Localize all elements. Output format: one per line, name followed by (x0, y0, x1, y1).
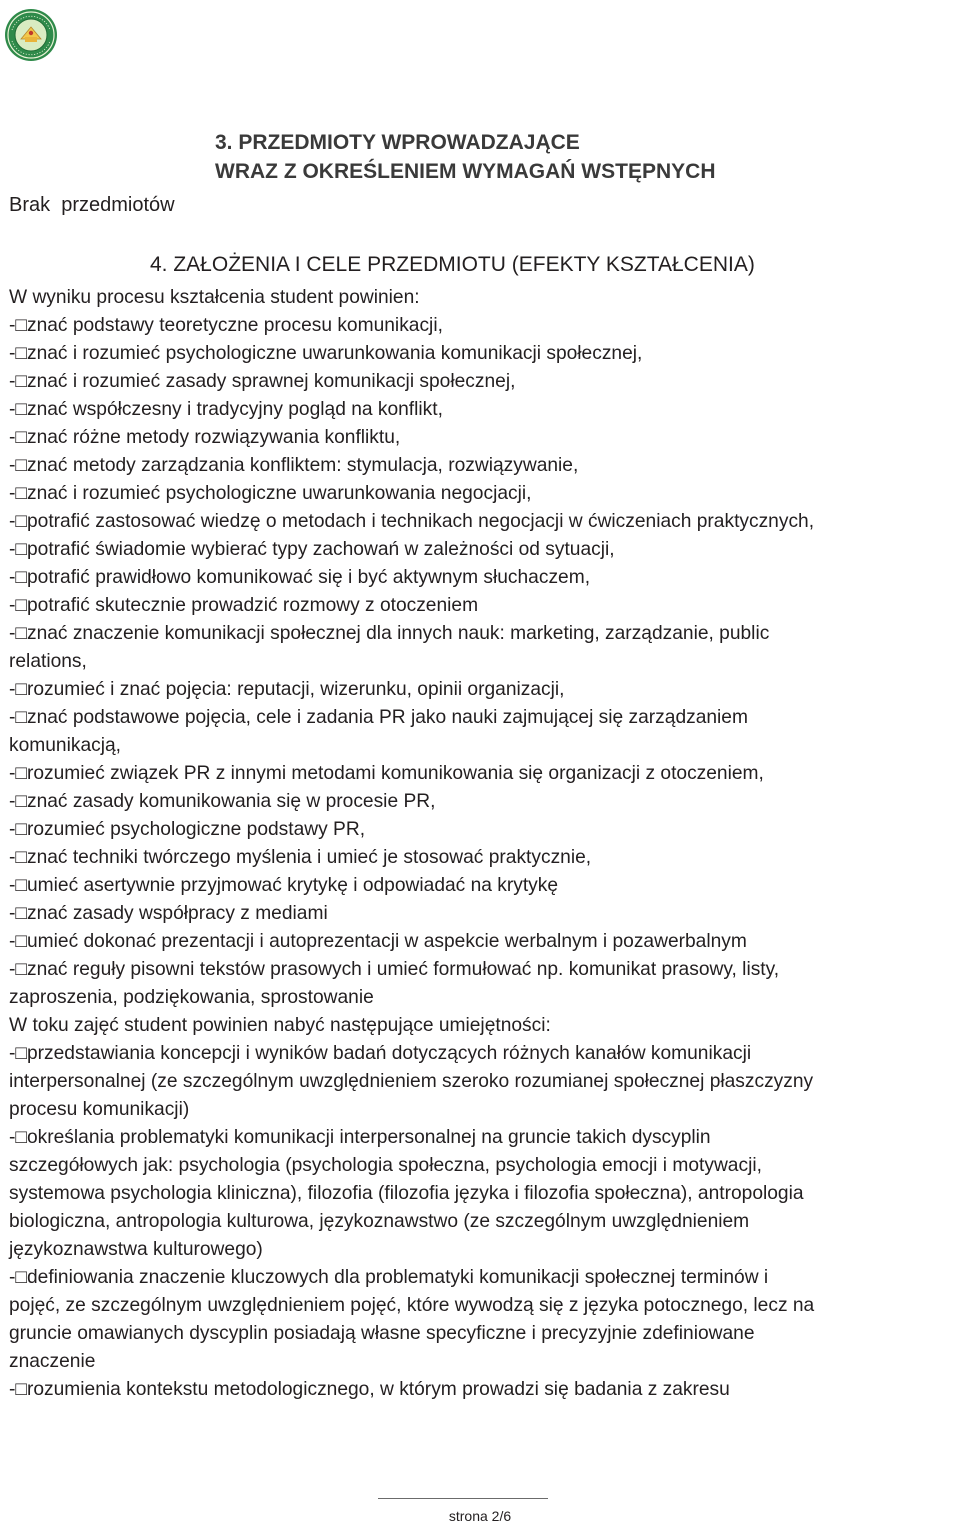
text-line: -□znać zasady współpracy z mediami (9, 903, 328, 924)
text-line: -□określania problematyki komunikacji interpersonalnej na gruncie takich dyscyplin (9, 1127, 711, 1148)
text-line: -□znać podstawowe pojęcia, cele i zadania PR jako nauki zajmującej się zarządzaniem (9, 707, 748, 728)
text-line: -□potrafić skutecznie prowadzić rozmowy z otoczeniem (9, 595, 479, 616)
text-line: -□znać reguły pisowni tekstów prasowych i umieć formułować np. komunikat prasowy, listy, (9, 959, 780, 980)
footer-divider (378, 1498, 548, 1499)
text-line: szczegółowych jak: psychologia (psychologia społeczna, psychologia emocji i motywacji, (9, 1155, 762, 1176)
text-line: -□znać zasady komunikowania się w procesie PR, (9, 791, 436, 812)
section-3-title-line-1: 3. PRZEDMIOTY WPROWADZAJĄCE (215, 131, 580, 154)
text-line: -□znać techniki twórczego myślenia i umieć je stosować praktycznie, (9, 847, 592, 868)
text-line: -□potrafić prawidłowo komunikować się i być aktywnym słuchaczem, (9, 567, 591, 588)
text-line: -□znać współczesny i tradycyjny pogląd na konflikt, (9, 399, 443, 420)
text-line: -□przedstawiania koncepcji i wyników badań dotyczących różnych kanałów komunikacji (9, 1043, 752, 1064)
text-line: biologiczna, antropologia kulturowa, językoznawstwo (ze szczególnym uwzględnieniem (9, 1211, 750, 1232)
section-3-title-line-2: WRAZ Z OKREŚLENIEM WYMAGAŃ WSTĘPNYCH (215, 160, 716, 183)
text-line: -□rozumieć i znać pojęcia: reputacji, wizerunku, opinii organizacji, (9, 679, 565, 700)
text-line: pojęć, ze szczególnym uwzględnieniem pojęć, które wywodzą się z języka potocznego, lecz na (9, 1295, 815, 1316)
text-line: -□umieć asertywnie przyjmować krytykę i odpowiadać na krytykę (9, 875, 559, 896)
section-3-body: Brak przedmiotów (9, 194, 175, 216)
text-line: gruncie omawianych dyscyplin posiadają własne specyficzne i precyzyjnie zdefiniowane (9, 1323, 755, 1344)
text-line: -□rozumieć związek PR z innymi metodami komunikowania się organizacji z otoczeniem, (9, 763, 764, 784)
institution-seal-logo (4, 8, 58, 62)
section-3-heading (215, 128, 715, 186)
text-line: -□rozumieć psychologiczne podstawy PR, (9, 819, 366, 840)
text-line: językoznawstwa kulturowego) (9, 1239, 263, 1260)
text-line: W wyniku procesu kształcenia student powinien: (9, 287, 420, 308)
text-line: -□potrafić świadomie wybierać typy zachowań w zależności od sytuacji, (9, 539, 615, 560)
section-4-heading: 4. ZAŁOŻENIA I CELE PRZEDMIOTU (EFEKTY KSZTAŁCENIA) (150, 253, 755, 276)
text-line: -□definiowania znaczenie kluczowych dla problematyki komunikacji społecznej terminów i (9, 1267, 769, 1288)
page-number: strona 2/6 (448, 1508, 512, 1524)
text-line: -□znać i rozumieć zasady sprawnej komunikacji społecznej, (9, 371, 516, 392)
text-line: W toku zajęć student powinien nabyć następujące umiejętności: (9, 1015, 551, 1036)
text-line: -□znać podstawy teoretyczne procesu komunikacji, (9, 315, 443, 336)
text-line: -□umieć dokonać prezentacji i autoprezentacji w aspekcie werbalnym i pozawerbalnym (9, 931, 747, 952)
section-4-content (9, 284, 955, 1404)
text-line: -□znać metody zarządzania konfliktem: stymulacja, rozwiązywanie, (9, 455, 579, 476)
text-line: komunikacją, (9, 735, 121, 756)
text-line: relations, (9, 651, 87, 672)
text-line: -□potrafić zastosować wiedzę o metodach i technikach negocjacji w ćwiczeniach praktycznych, (9, 511, 815, 532)
text-line: -□znać i rozumieć psychologiczne uwarunkowania negocjacji, (9, 483, 532, 504)
text-line: systemowa psychologia kliniczna), filozofia (filozofia języka i filozofia społeczna), antropologia (9, 1183, 804, 1204)
text-line: interpersonalnej (ze szczególnym uwzględnieniem szeroko rozumianej społecznej płaszczyzny (9, 1071, 814, 1092)
text-line: -□znać i rozumieć psychologiczne uwarunkowania komunikacji społecznej, (9, 343, 643, 364)
text-line: -□rozumienia kontekstu metodologicznego, w którym prowadzi się badania z zakresu (9, 1379, 730, 1400)
text-line: zaproszenia, podziękowania, sprostowanie (9, 987, 374, 1008)
text-line: znaczenie (9, 1351, 96, 1372)
text-line: procesu komunikacji) (9, 1099, 190, 1120)
text-line: -□znać różne metody rozwiązywania konfliktu, (9, 427, 401, 448)
text-line: -□znać znaczenie komunikacji społecznej dla innych nauk: marketing, zarządzanie, public (9, 623, 770, 644)
